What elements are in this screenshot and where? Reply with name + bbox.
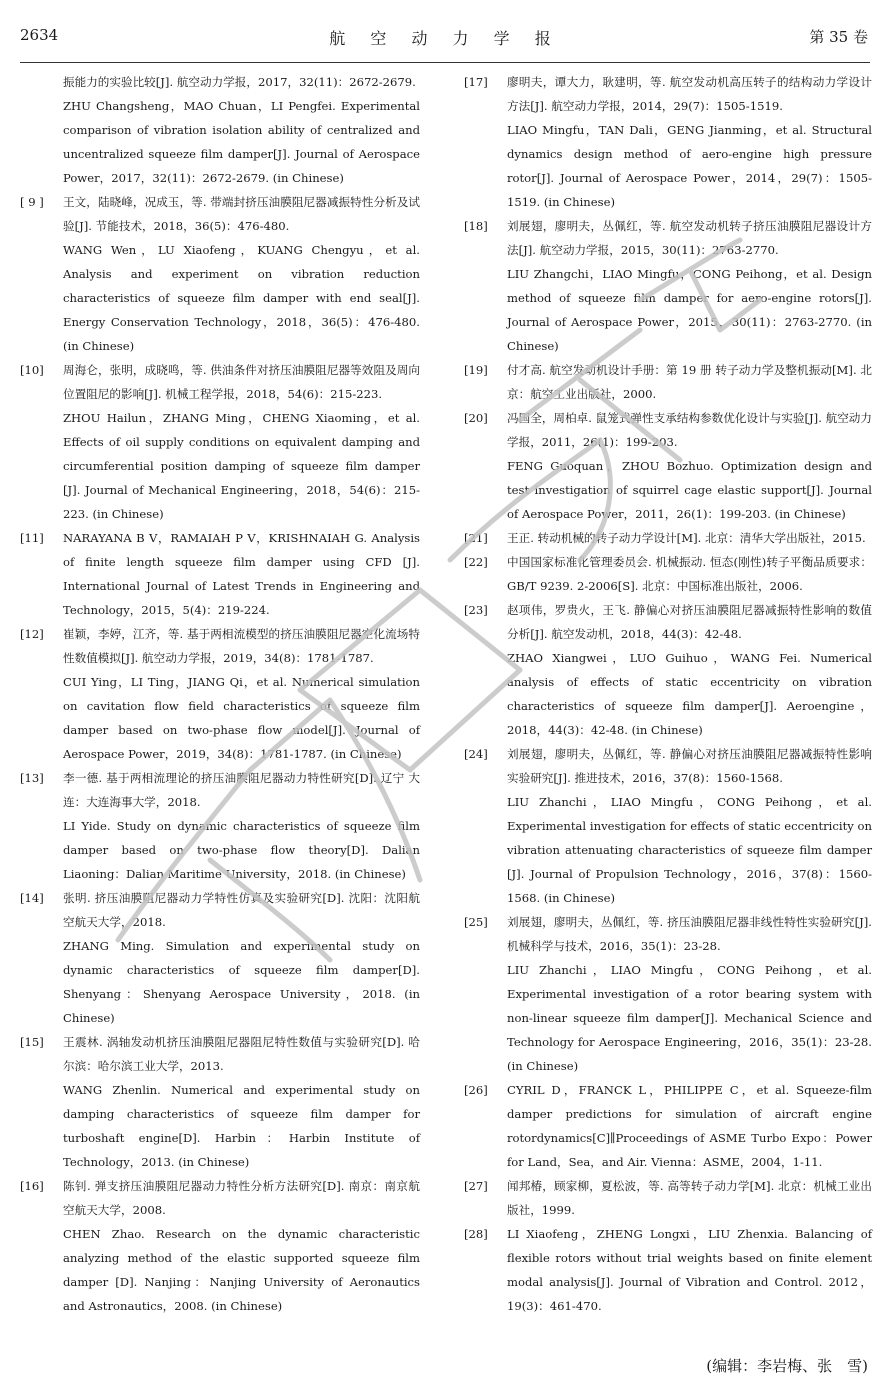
reference-number: [11] [20, 531, 44, 545]
reference-text-english: LI Yide. Study on dynamic characteristics of squeeze film damper based on two-phase flow theory[D]. Dalian Liaoning：Dalian Maritime University，2018. (in Chinese) [63, 819, 420, 881]
reference-text-chinese: 张明. 挤压油膜阻尼器动力学特性仿真及实验研究[D]. 沈阳：沈阳航空航天大学，2018. [63, 891, 420, 929]
editor-credit: (编辑：李岩梅、张 雪) [706, 1357, 868, 1375]
reference-text-chinese: 崔颖，李婷，江齐，等. 基于两相流模型的挤压油膜阻尼器空化流场特性数值模拟[J]. 航空动力学报，2019，34(8)：1781-1787. [63, 627, 420, 665]
reference-text-english: FENG Guoquan，ZHOU Bozhuo. Optimization design and test investigation of squirrel cage elastic support[J]. Journal of Aerospace Power，2011，26(1)：199-203. (in Chinese) [507, 459, 872, 521]
reference-entry [464, 910, 872, 1078]
reference-text-chinese: 王正. 转动机械的转子动力学设计[M]. 北京：清华大学出版社，2015. [507, 531, 866, 545]
reference-text-chinese: 王震林. 涡轴发动机挤压油膜阻尼器阻尼特性数值与实验研究[D]. 哈尔滨：哈尔滨工业大学，2013. [63, 1035, 420, 1073]
reference-entry [20, 886, 420, 1030]
reference-number: [28] [464, 1227, 488, 1241]
reference-entry [464, 598, 872, 742]
reference-text-chinese: 冯国全，周柏卓. 鼠笼式弹性支承结构参数优化设计与实验[J]. 航空动力学报，2011，26(1)：199-203. [507, 411, 872, 449]
reference-entry [464, 550, 872, 598]
reference-text-chinese: 周海仑，张明，成晓鸣，等. 供油条件对挤压油膜阻尼器等效阻及周向位置阻尼的影响[J]. 机械工程学报，2018，54(6)：215-223. [63, 363, 420, 401]
reference-text-chinese: 中国国家标准化管理委员会. 机械振动. 恒态(刚性)转子平衡品质要求：GB/T 9239. 2-2006[S]. 北京：中国标准出版社，2006. [507, 555, 872, 593]
reference-number: [27] [464, 1179, 488, 1193]
reference-entry [464, 742, 872, 910]
reference-entry [20, 190, 420, 358]
reference-text-english: WANG Wen，LU Xiaofeng，KUANG Chengyu，et al. Analysis and experiment on vibration reduction characteristics of squeeze film damper with end seal[J]. Energy Conservation Technology，2018，36(5)：476-480. (in Chinese) [63, 243, 420, 353]
reference-entry [464, 1174, 872, 1222]
reference-number: [10] [20, 363, 44, 377]
reference-text-chinese: 刘展翅，廖明夫，丛佩红，等. 挤压油膜阻尼器非线性特性实验研究[J]. 机械科学与技术，2016，35(1)：23-28. [507, 915, 872, 953]
journal-title: 航 空 动 力 学 报 [329, 29, 561, 48]
reference-text-english: LIU Zhanchi，LIAO Mingfu，CONG Peihong，et al. Experimental investigation for effects of static eccentricity on vibration attenuating characteristics of squeeze film damper [J]. Journal of Propulsion Technology，2016，37(8)：1560-1568. (in Chinese) [507, 795, 872, 905]
reference-entry [464, 358, 872, 406]
reference-entry [20, 766, 420, 886]
reference-text-chinese: 赵项伟，罗贵火，王飞. 静偏心对挤压油膜阻尼器减振特性影响的数值分析[J]. 航空发动机，2018，44(3)：42-48. [507, 603, 872, 641]
reference-text-english: LIAO Mingfu，TAN Dali，GENG Jianming，et al. Structural dynamics design method of aero-engine high pressure rotor[J]. Journal of Aerospace Power，2014，29(7)：1505-1519. (in Chinese) [507, 123, 872, 209]
reference-text-chinese: 王文，陆晓峰，况成玉，等. 带端封挤压油膜阻尼器减振特性分析及试验[J]. 节能技术，2018，36(5)：476-480. [63, 195, 420, 233]
reference-text-english: CUI Ying，LI Ting，JIANG Qi，et al. Numerical simulation on cavitation flow field characteristics of squeeze film damper based on two-phase flow model[J]. Journal of Aerospace Power，2019，34(8)：1781-1787. (in Chinese) [63, 675, 420, 761]
volume-label: 第 35 卷 [809, 28, 868, 46]
reference-entry [464, 526, 872, 550]
reference-text-chinese: 刘展翅，廖明夫，丛佩红，等. 航空发动机转子挤压油膜阻尼器设计方法[J]. 航空动力学报，2015，30(11)：2763-2770. [507, 219, 872, 257]
reference-entry [20, 70, 420, 190]
reference-text-english: CHEN Zhao. Research on the dynamic characteristic analyzing method of the elastic supported squeeze film damper [D]. Nanjing：Nanjing University of Aeronautics and Astronautics，2008. (in Chinese) [63, 1227, 420, 1313]
reference-text-english: LI Xiaofeng，ZHENG Longxi，LIU Zhenxia. Balancing of flexible rotors without trial weights based on finite element modal analysis[J]. Journal of Vibration and Control. 2012，19(3)：461-470. [507, 1227, 872, 1313]
reference-text-english: NARAYANA B V，RAMAIAH P V，KRISHNAIAH G. Analysis of finite length squeeze film damper using CFD [J]. International Journal of Latest Trends in Engineering and Technology，2015，5(4)：219-224. [63, 531, 420, 617]
reference-entry [464, 70, 872, 214]
reference-number: [17] [464, 75, 488, 89]
reference-number: [15] [20, 1035, 44, 1049]
reference-entry [20, 1174, 420, 1318]
header-rule [20, 62, 870, 63]
reference-text-english: ZHU Changsheng，MAO Chuan，LI Pengfei. Experimental comparison of vibration isolation ability of centralized and uncentralized squeeze film damper[J]. Journal of Aerospace Power，2017，32(11)：2672-2679. (in Chinese) [63, 99, 420, 185]
reference-entry [464, 1222, 872, 1318]
reference-text-english: ZHAO Xiangwei，LUO Guihuo，WANG Fei. Numerical analysis of effects of static eccentricity on vibration characteristics of squeeze film damper[J]. Aeroengine，2018，44(3)：42-48. (in Chinese) [507, 651, 872, 737]
reference-number: [16] [20, 1179, 44, 1193]
reference-entry [20, 526, 420, 622]
reference-number: [22] [464, 555, 488, 569]
reference-text-chinese: 刘展翅，廖明夫，丛佩红，等. 静偏心对挤压油膜阻尼器减振特性影响实验研究[J]. 推进技术，2016，37(8)：1560-1568. [507, 747, 872, 785]
reference-entry [464, 214, 872, 358]
reference-column-right [464, 70, 872, 1318]
reference-number: [13] [20, 771, 44, 785]
reference-text-english: CYRIL D，FRANCK L，PHILIPPE C，et al. Squeeze-film damper predictions for simulation of aircraft engine rotordynamics[C]∥Proceedings of ASME Turbo Expo：Power for Land，Sea，and Air. Vienna：ASME，2004，1-11. [507, 1083, 872, 1169]
reference-text-english: LIU Zhangchi，LIAO Mingfu，CONG Peihong，et al. Design method of squeeze film damper for aero-engine rotors[J]. Journal of Aerospace Power，2015，30(11)：2763-2770. (in Chinese) [507, 267, 872, 353]
reference-number: [21] [464, 531, 488, 545]
page-header [0, 0, 890, 58]
reference-text-chinese: 廖明夫，谭大力，耿建明，等. 航空发动机高压转子的结构动力学设计方法[J]. 航空动力学报，2014，29(7)：1505-1519. [507, 75, 872, 113]
reference-entry [20, 1030, 420, 1174]
reference-number: [ 9 ] [20, 195, 44, 209]
reference-text-chinese: 陈钊. 弹支挤压油膜阻尼器动力特性分析方法研究[D]. 南京：南京航空航天大学，2008. [63, 1179, 420, 1217]
reference-number: [25] [464, 915, 488, 929]
reference-entry [20, 622, 420, 766]
reference-text-english: ZHANG Ming. Simulation and experimental study on dynamic characteristics of squeeze film damper[D]. Shenyang：Shenyang Aerospace University，2018. (in Chinese) [63, 939, 420, 1025]
reference-column-left [20, 70, 420, 1318]
reference-text-chinese: 闻邦椿，顾家柳，夏松波，等. 高等转子动力学[M]. 北京：机械工业出版社，1999. [507, 1179, 872, 1217]
reference-number: [12] [20, 627, 44, 641]
reference-entry [464, 1078, 872, 1174]
reference-number: [26] [464, 1083, 488, 1097]
reference-number: [14] [20, 891, 44, 905]
reference-entry [20, 358, 420, 526]
reference-number: [20] [464, 411, 488, 425]
reference-text-chinese: 付才高. 航空发动机设计手册：第 19 册 转子动力学及整机振动[M]. 北京：航空工业出版社，2000. [507, 363, 872, 401]
reference-text-english: ZHOU Hailun，ZHANG Ming，CHENG Xiaoming，et al. Effects of oil supply conditions on equivalent damping and circumferential position damping of squeeze film damper [J]. Journal of Mechanical Engineering，2018，54(6)：215-223. (in Chinese) [63, 411, 420, 521]
reference-text-english: WANG Zhenlin. Numerical and experimental study on damping characteristics of squeeze film damper for turboshaft engine[D]. Harbin：Harbin Institute of Technology，2013. (in Chinese) [63, 1083, 420, 1169]
reference-text-chinese: 李一德. 基于两相流理论的挤压油膜阻尼器动力特性研究[D]. 辽宁 大连：大连海事大学，2018. [63, 771, 420, 809]
page-number: 2634 [20, 26, 59, 44]
reference-number: [19] [464, 363, 488, 377]
reference-entry [464, 406, 872, 526]
reference-number: [18] [464, 219, 488, 233]
reference-number: [23] [464, 603, 488, 617]
reference-number: [24] [464, 747, 488, 761]
reference-text-english: LIU Zhanchi，LIAO Mingfu，CONG Peihong，et al. Experimental investigation of a rotor bearing system with non-linear squeeze film damper[J]. Mechanical Science and Technology for Aerospace Engineering，2016，35(1)：23-28. (in Chinese) [507, 963, 872, 1073]
reference-text-chinese: 振能力的实验比较[J]. 航空动力学报，2017，32(11)：2672-2679. [63, 75, 416, 89]
